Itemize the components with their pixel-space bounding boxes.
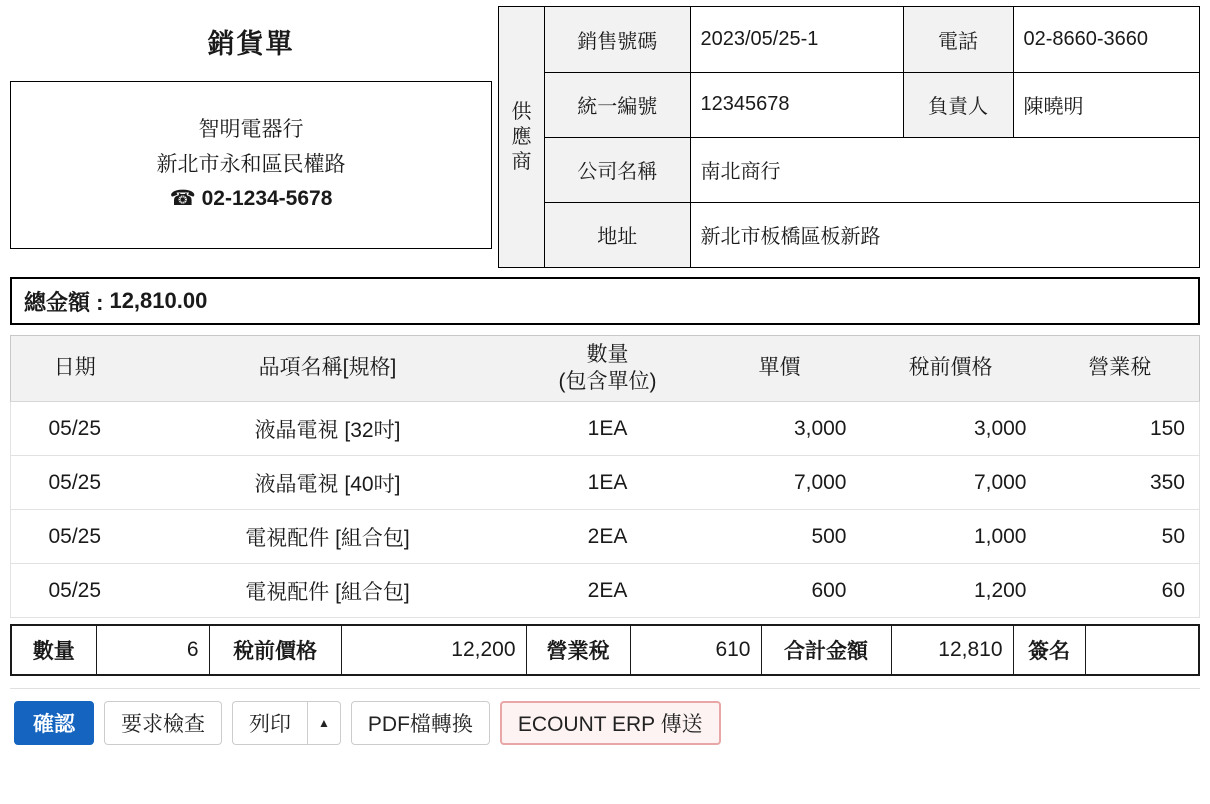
ecount-erp-send-button[interactable]: ECOUNT ERP 傳送 <box>500 701 721 745</box>
cell-sales-tax: 60 <box>1041 564 1200 618</box>
seller-address: 新北市永和區民權路 <box>156 152 346 176</box>
cell-item-name: 電視配件 [組合包] <box>139 564 517 618</box>
cell-quantity: 1EA <box>517 402 699 456</box>
cell-quantity: 1EA <box>517 456 699 510</box>
cell-date: 05/25 <box>11 564 139 618</box>
table-header-row <box>11 336 1200 402</box>
column-header-unit-price: 單價 <box>699 336 861 402</box>
table-row <box>11 402 1200 456</box>
summary-label-signature: 簽名 <box>1013 625 1085 675</box>
column-header-pretax-price: 稅前價格 <box>861 336 1041 402</box>
summary-label-pretax: 稅前價格 <box>209 625 341 675</box>
total-amount-label: 總金額 : <box>24 289 104 315</box>
pdf-convert-button[interactable]: PDF檔轉換 <box>351 701 490 745</box>
cell-date: 05/25 <box>11 456 139 510</box>
value-address: 新北市板橋區板新路 <box>690 202 1199 267</box>
summary-value-quantity: 6 <box>96 625 209 675</box>
column-header-quantity-line1: 數量 <box>586 343 629 367</box>
column-header-quantity <box>517 336 699 402</box>
value-responsible-person: 陳曉明 <box>1013 72 1199 137</box>
value-sales-number: 2023/05/25-1 <box>690 7 903 72</box>
summary-label-tax: 營業稅 <box>526 625 630 675</box>
cell-unit-price: 3,000 <box>699 402 861 456</box>
total-amount-bar <box>10 277 1200 325</box>
table-row <box>545 7 1199 72</box>
summary-value-tax: 610 <box>630 625 761 675</box>
cell-pretax-price: 1,000 <box>861 510 1041 564</box>
print-button[interactable]: 列印 <box>232 701 307 745</box>
seller-panel <box>10 6 492 249</box>
cell-date: 05/25 <box>11 510 139 564</box>
supplier-info-panel <box>498 6 1200 268</box>
value-company-name: 南北商行 <box>690 137 1199 202</box>
page-title: 銷貨單 <box>207 29 295 59</box>
label-address: 地址 <box>545 202 690 267</box>
value-phone: 02-8660-3660 <box>1013 7 1199 72</box>
seller-info-box <box>10 81 492 249</box>
label-phone: 電話 <box>903 7 1013 72</box>
summary-label-quantity: 數量 <box>11 625 96 675</box>
supplier-label-char-3: 商 <box>511 150 532 173</box>
cell-quantity: 2EA <box>517 564 699 618</box>
supplier-label-char-2: 應 <box>511 125 532 148</box>
supplier-vertical-label <box>499 7 545 267</box>
cell-unit-price: 500 <box>699 510 861 564</box>
cell-date: 05/25 <box>11 402 139 456</box>
total-amount-value: 12,810.00 <box>109 288 208 313</box>
supplier-info-table <box>545 7 1199 267</box>
column-header-item-name: 品項名稱[規格] <box>139 336 517 402</box>
seller-phone-line <box>170 185 333 213</box>
seller-phone: 02-1234-5678 <box>201 187 333 211</box>
print-caret-glyph: ▲ <box>318 716 330 730</box>
cell-item-name: 液晶電視 [32吋] <box>139 402 517 456</box>
cell-pretax-price: 7,000 <box>861 456 1041 510</box>
cell-quantity: 2EA <box>517 510 699 564</box>
summary-value-signature[interactable] <box>1085 625 1199 675</box>
table-row <box>11 510 1200 564</box>
summary-label-total: 合計金額 <box>761 625 891 675</box>
table-row <box>545 202 1199 267</box>
caret-up-icon[interactable] <box>307 701 341 745</box>
telephone-icon: ☎ <box>169 187 196 211</box>
confirm-button[interactable]: 確認 <box>14 701 94 745</box>
action-button-bar <box>10 689 1200 745</box>
cell-pretax-price: 1,200 <box>861 564 1041 618</box>
cell-unit-price: 7,000 <box>699 456 861 510</box>
summary-row <box>10 624 1200 676</box>
label-company-name: 公司名稱 <box>545 137 690 202</box>
column-header-date: 日期 <box>11 336 139 402</box>
label-tax-id: 統一編號 <box>545 72 690 137</box>
column-header-sales-tax: 營業稅 <box>1041 336 1200 402</box>
label-responsible-person: 負責人 <box>903 72 1013 137</box>
summary-value-total: 12,810 <box>891 625 1013 675</box>
line-items-table <box>10 335 1200 618</box>
cell-unit-price: 600 <box>699 564 861 618</box>
column-header-quantity-line2: (包含單位) <box>558 369 657 393</box>
table-row <box>11 564 1200 618</box>
table-row <box>11 625 1199 675</box>
cell-item-name: 液晶電視 [40吋] <box>139 456 517 510</box>
cell-sales-tax: 350 <box>1041 456 1200 510</box>
cell-sales-tax: 150 <box>1041 402 1200 456</box>
value-tax-id: 12345678 <box>690 72 903 137</box>
summary-value-pretax: 12,200 <box>341 625 526 675</box>
table-row <box>11 456 1200 510</box>
cell-item-name: 電視配件 [組合包] <box>139 510 517 564</box>
cell-sales-tax: 50 <box>1041 510 1200 564</box>
seller-name: 智明電器行 <box>198 118 304 142</box>
table-row <box>545 137 1199 202</box>
cell-pretax-price: 3,000 <box>861 402 1041 456</box>
request-check-button[interactable]: 要求檢查 <box>104 701 222 745</box>
label-sales-number: 銷售號碼 <box>545 7 690 72</box>
print-button-group <box>232 701 341 745</box>
document-header <box>10 6 1200 268</box>
table-row <box>545 72 1199 137</box>
supplier-label-char-1: 供 <box>511 100 532 123</box>
